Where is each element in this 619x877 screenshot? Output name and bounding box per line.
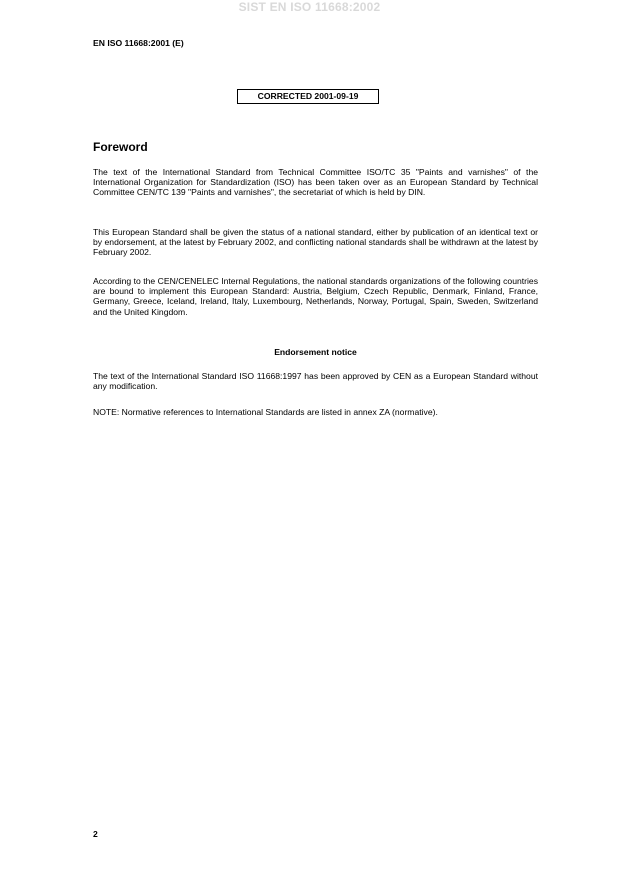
endorsement-paragraph: The text of the International Standard ISO 11668:1997 has been approved by CEN as a European Standard without any modification. xyxy=(93,371,538,392)
page-number: 2 xyxy=(93,829,98,839)
foreword-paragraph-2: This European Standard shall be given the status of a national standard, either by publication of an identical text or by endorsement, at the latest by February 2002, and conflicting national standards shall be withdrawn at the latest by February 2002. xyxy=(93,227,538,258)
corrected-stamp: CORRECTED 2001-09-19 xyxy=(237,89,379,104)
endorsement-heading: Endorsement notice xyxy=(274,347,357,357)
document-header-id: EN ISO 11668:2001 (E) xyxy=(93,38,184,48)
foreword-heading: Foreword xyxy=(93,140,148,154)
watermark-text: SIST EN ISO 11668:2002 xyxy=(238,0,381,14)
foreword-paragraph-3: According to the CEN/CENELEC Internal Regulations, the national standards organizations of the following countries are bound to implement this European Standard: Austria, Belgium, Czech Republic, Denmark, Finland, France, Germany, Greece, Iceland, Ireland, Italy, Luxembourg, Netherlands, Norway, Portugal, Spain, Sweden, Switzerland and the United Kingdom. xyxy=(93,276,538,317)
endorsement-note: NOTE: Normative references to International Standards are listed in annex ZA (normative). xyxy=(93,407,438,417)
foreword-paragraph-1: The text of the International Standard from Technical Committee ISO/TC 35 "Paints and varnishes" of the International Organization for Standardization (ISO) has been taken over as an European Standard by Technical Committee CEN/TC 139 "Paints and varnishes", the secretariat of which is held by DIN. xyxy=(93,167,538,198)
